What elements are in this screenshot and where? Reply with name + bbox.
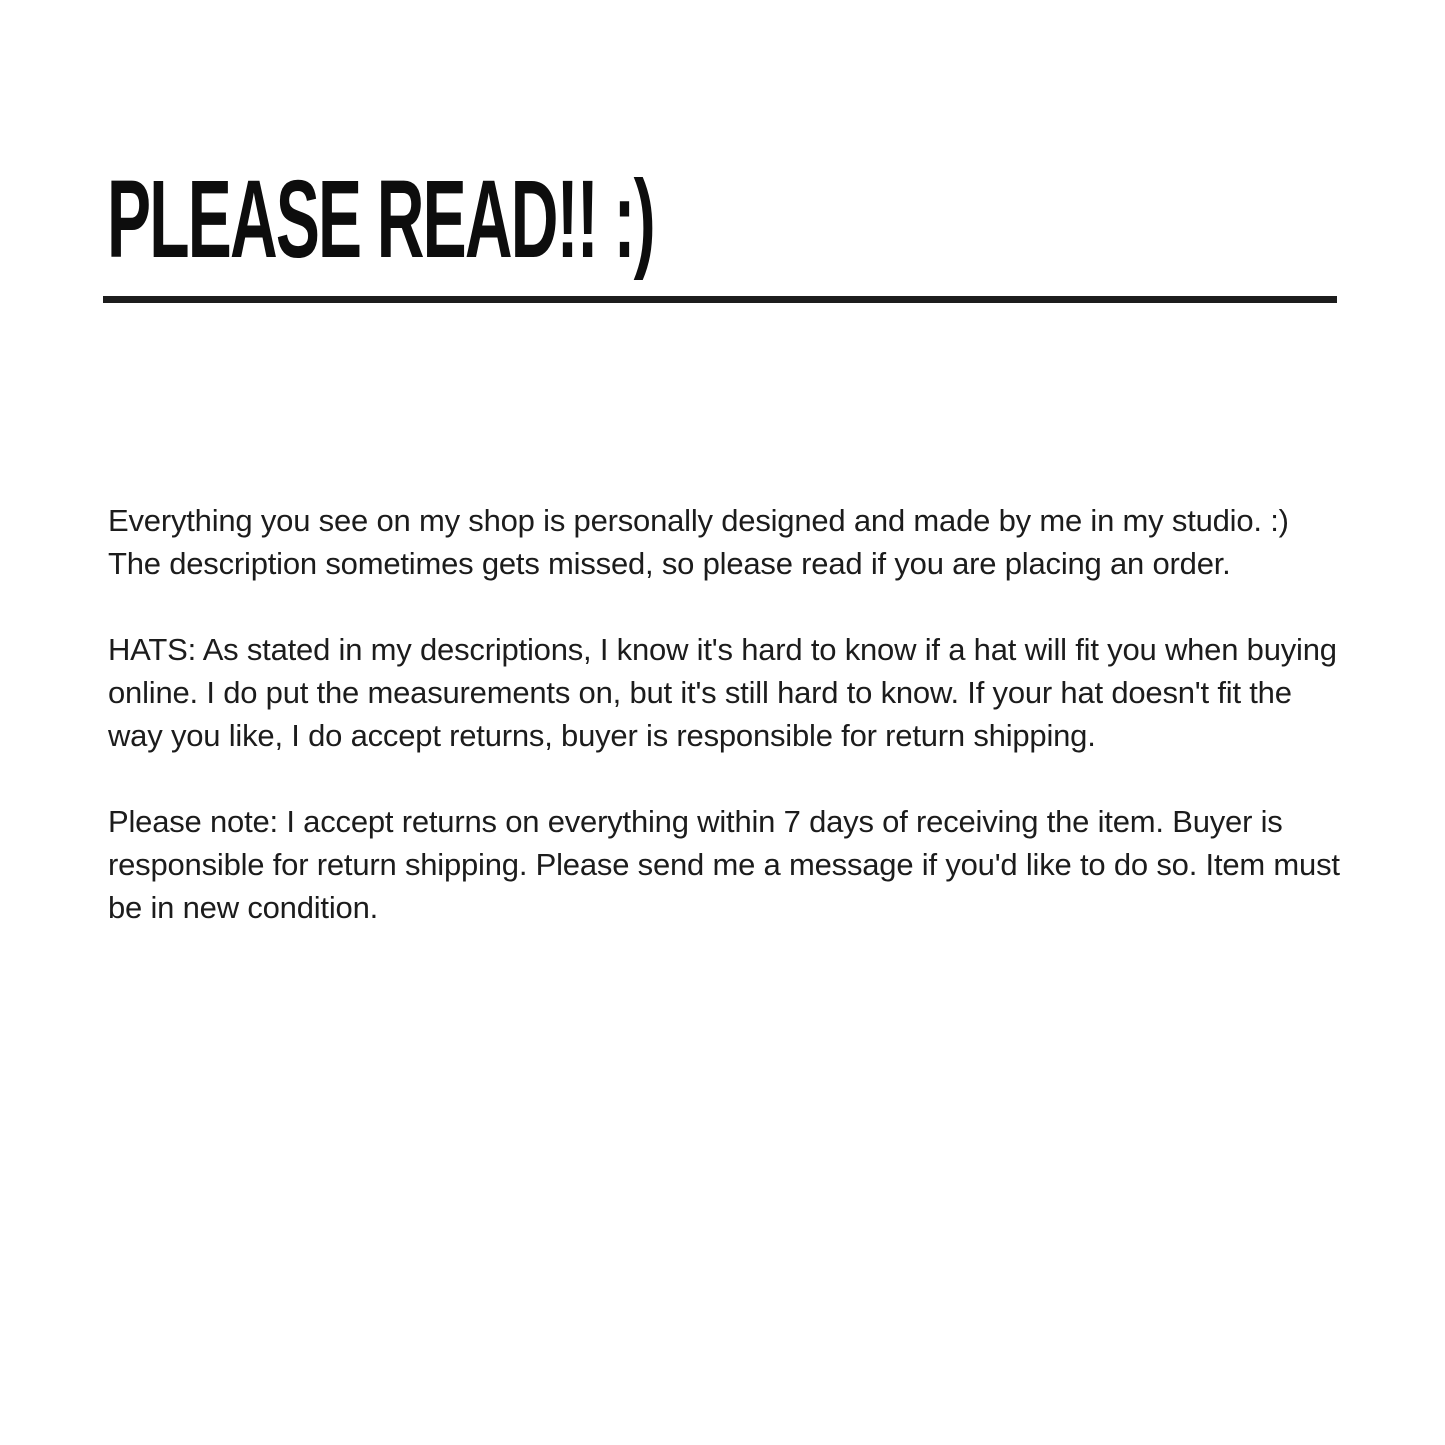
paragraph-shop-intro: Everything you see on my shop is personally designed and made by me in my studio. :) The description sometimes gets missed, so please read if you are placing an order.: [108, 503, 1289, 581]
paragraph-hats-policy: HATS: As stated in my descriptions, I know it's hard to know if a hat will fit you when buying online. I do put the measurements on, but it's still hard to know. If your hat doesn't fit the way you like, I do accept returns, buyer is responsible for return shipping.: [108, 632, 1337, 753]
title-divider: [103, 296, 1337, 303]
page-title: PLEASE READ!! :): [107, 158, 654, 281]
notice-body: [108, 499, 1340, 972]
paragraph-returns-policy: Please note: I accept returns on everything within 7 days of receiving the item. Buyer is responsible for return shipping. Please send me a message if you'd like to do so. Item must be in new condition.: [108, 804, 1340, 925]
